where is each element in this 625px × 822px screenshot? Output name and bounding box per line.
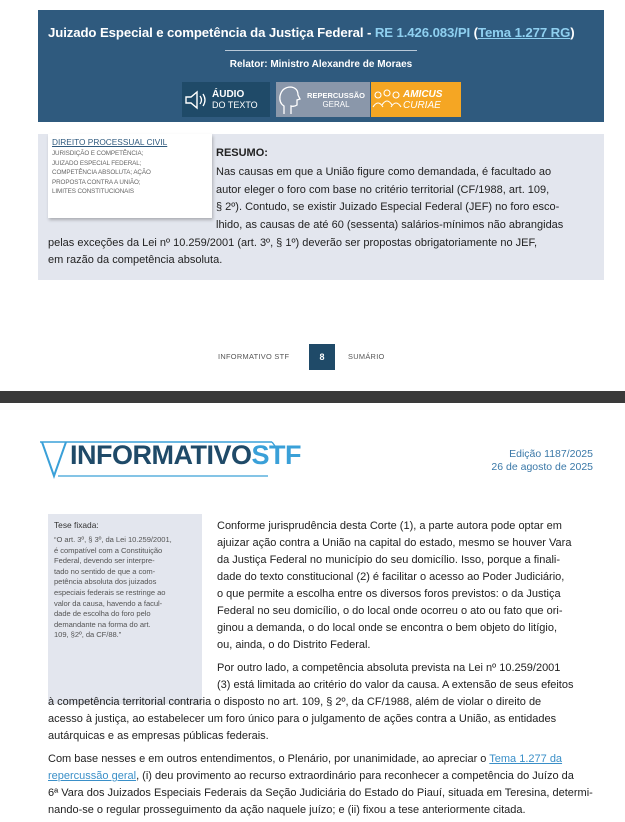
tese-line: tado no sentido de que a com- [54,566,156,576]
body-paragraph-line: da Justiça Federal no município do seu domicílio. Isso, porque a finali- [217,554,561,566]
body-paragraph-line: acesso à justiça, ao estabelecer um foro único para o julgamento de ações contra a União, as entidades [48,713,557,725]
page-number: 8 [309,344,335,370]
footer-sumario-link[interactable]: SUMÁRIO [348,352,385,361]
resumo-heading: RESUMO: [216,147,268,159]
tema-open: ( [470,25,478,40]
people-group-icon [371,87,403,113]
body-text-segment: , (i) deu provimento ao recurso extraordinário para reconhecer a competência do Juízo da [136,770,574,782]
tese-line: “O art. 3º, § 3º, da Lei 10.259/2001, [54,535,172,544]
resumo-section [38,134,604,280]
resumo-line: lhido, as causas de até 60 (sessenta) salários-mínimos não abrangidas [216,219,564,231]
body-paragraph-line: ou, ainda, o do Distrito Federal. [217,639,371,651]
process-number: RE 1.426.083/PI [374,25,471,40]
subject-tag-item: PROPOSTA CONTRA A UNIÃO; [52,178,141,186]
body-paragraph-line: ajuizar ação contra a União na capital do estado, mesmo se houver Vara [217,537,572,549]
amicus-label: AMICUS [403,88,443,100]
tese-line: petência absoluta dos juizados [54,577,157,587]
tese-fixada-box [48,514,202,704]
logo-text-informativo: INFORMATIVO [70,440,252,470]
body-text-segment: Com base nesses e em outros entendimentos, o Plenário, por unanimidade, ao apreciar o [48,753,490,765]
case-title-text: Juizado Especial e competência da Justiça Federal - [48,25,375,40]
body-paragraph-line: ginou a demanda, o do local onde se encontra o bem objeto do litígio, [217,622,558,634]
amicus-sublabel: CURIAE [403,99,441,111]
tese-line: é compatível com a Constituição [54,545,163,555]
repercussao-geral-link[interactable]: repercussão geral [48,770,137,782]
body-paragraph-line: autárquicas e as empresas públicas federais. [48,730,269,742]
relator: Relator: Ministro Alexandre de Moraes [229,59,413,70]
logo-text-stf: STF [251,440,301,470]
edition-info [491,448,593,474]
body-paragraph-line: à competência territorial contraria o disposto no art. 109, § 2º, da CF/1988, além de violar o direito de [48,696,542,708]
body-paragraph-line: 6ª Vara dos Juizados Especiais Federais da Seção Judiciária do Estado do Piauí, situada em Teresina, determi- [48,787,593,799]
subject-tag-item: JURISDIÇÃO E COMPETÊNCIA; [52,150,144,157]
case-title [48,25,596,40]
head-profile-icon [276,84,302,116]
footer-informativo-link[interactable]: INFORMATIVO STF [218,352,290,361]
tema-close: ) [570,25,575,40]
tese-line: Federal, devendo ser interpre- [54,556,155,566]
edition-date: 26 de agosto de 2025 [491,461,593,473]
tese-line: dade de escolha do foro pelo [54,609,151,619]
amicus-curiae-badge[interactable] [371,82,461,117]
body-paragraph-line: o que permite a escolha entre os diversos foros previstos: o da Justiça [217,588,561,600]
tema-link[interactable]: Tema 1.277 RG [477,25,571,40]
audio-sublabel: DO TEXTO [212,99,258,110]
tema-1277-link[interactable]: Tema 1.277 da [489,753,563,765]
header-divider [225,50,417,51]
logo-text [70,440,301,471]
tese-line: demandante na forma do art. [54,619,151,629]
subject-tag-card [48,134,212,218]
subject-tag-title[interactable]: DIREITO PROCESSUAL CIVIL [52,137,168,147]
body-paragraph-line: Por outro lado, a competência absoluta prevista na Lei nº 10.259/2001 [217,662,561,674]
tese-line: 109, §2º, da CF/88.” [54,630,122,640]
subject-tag-item: COMPETÊNCIA ABSOLUTA; AÇÃO [52,169,151,177]
body-paragraph-line: dade do texto constitucional (2) é facilitar o acesso ao Poder Judiciário, [217,571,565,583]
tese-title: Tese fixada: [54,520,99,530]
page-footer-nav [0,344,625,370]
tese-line: especiais federais se restringe ao [54,587,166,597]
repercussao-sublabel: GERAL [322,99,350,109]
resumo-line: pelas exceções da Lei nº 10.259/2001 (art. 3º, § 1º) deverão ser propostas obrigatoriamente no JEF, [48,237,538,249]
informativo-stf-logo [40,440,301,480]
resumo-line: em razão da competência absoluta. [48,254,223,266]
body-paragraph-line [48,770,574,782]
resumo-line: autor eleger o foro com base no critério territorial (CF/1988, art. 109, [216,184,550,196]
resumo-line: § 2º). Contudo, se existir Juizado Especial Federal (JEF) no foro esco- [216,201,560,213]
body-paragraph-line: Federal no seu domicílio, o do local onde ocorreu o ato ou fato que ori- [217,605,563,617]
audio-label: ÁUDIO [212,88,245,100]
subject-tag-item: JUIZADO ESPECIAL FEDERAL; [52,159,142,167]
repercussao-label: REPERCUSSÃO [307,90,365,100]
body-paragraph-line: nando-se o regular prosseguimento da ação naquele juízo; e (ii) fixou a tese anteriormente citada. [48,804,526,816]
body-paragraph-line: Conforme jurisprudência desta Corte (1), a parte autora pode optar em [217,520,562,532]
tese-line: valor da causa, havendo a facul- [54,598,163,608]
resumo-line: Nas causas em que a União figure como demandada, é facultado ao [216,166,552,178]
audio-button[interactable] [182,82,270,117]
repercussao-geral-badge[interactable] [276,82,370,117]
speaker-icon [182,89,212,111]
body-paragraph-line: (3) está limitada ao critério do valor da causa. A extensão de seus efeitos [217,679,574,691]
body-paragraph-line [48,753,562,765]
edition-number: Edição 1187/2025 [509,448,593,460]
subject-tag-item: LIMITES CONSTITUCIONAIS [52,188,135,196]
page-separator [0,391,625,403]
case-header [38,10,604,122]
